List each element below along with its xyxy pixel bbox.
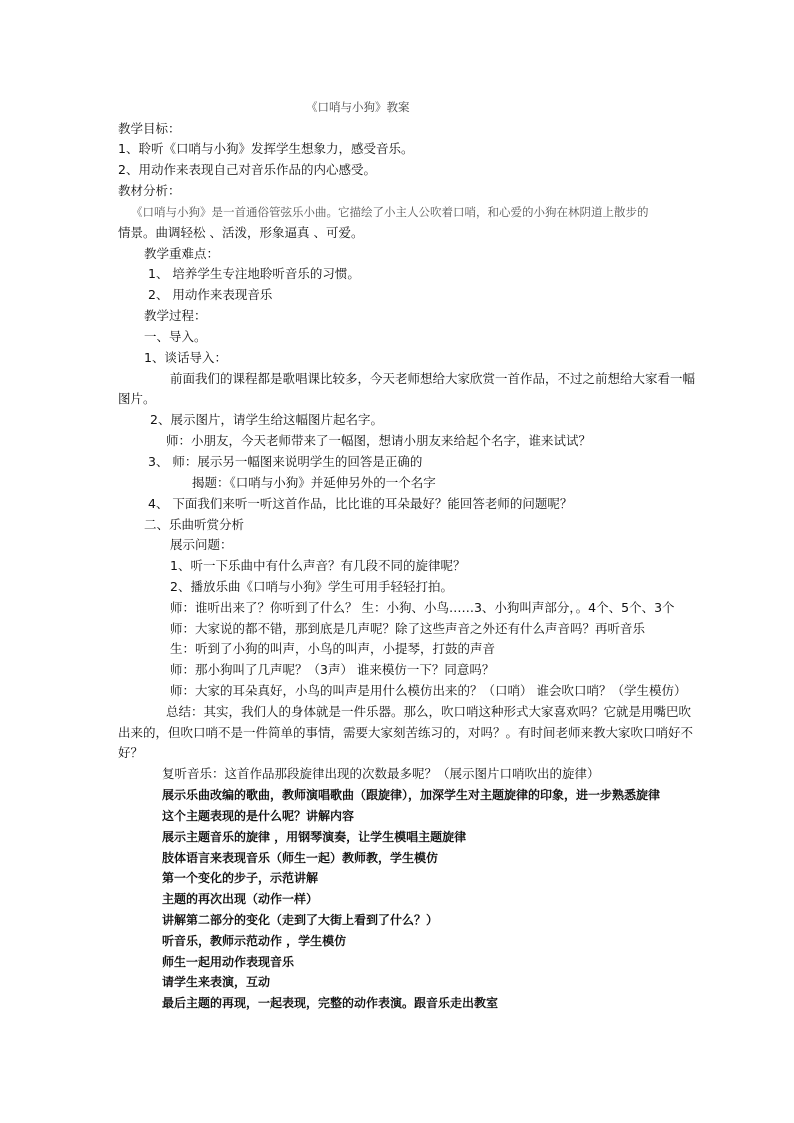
process-heading: 教学过程： xyxy=(144,308,207,323)
summary-line-a: 总结：其实，我们人的身体就是一件乐器。那么，吹口哨这种形式大家喜欢吗？它就是用嘴巴吹 xyxy=(166,704,692,719)
analysis-line-2: 情景。曲调轻松 、活泼，形象逼真 、可爱。 xyxy=(118,225,364,240)
dialog-line-4: 师：那小狗叫了几声呢？（3声） 谁来模仿一下？同意吗？ xyxy=(170,662,495,677)
step-2: 这个主题表现的是什么呢？讲解内容 xyxy=(162,809,355,823)
objectives-heading: 教学目标： xyxy=(118,121,181,136)
key-points-heading: 教学重难点： xyxy=(144,246,220,261)
summary-line-c: 好？ xyxy=(118,745,144,760)
item-1-3: 3、 师：展示另一幅图来说明学生的回答是正确的 xyxy=(148,454,423,469)
objective-1: 1、聆听《口哨与小狗》发挥学生想象力，感受音乐。 xyxy=(118,141,414,156)
step-10: 请学生来表演，互动 xyxy=(162,975,271,989)
analysis-heading: 教材分析： xyxy=(118,183,181,198)
summary-line-b: 出来的，但吹口哨不是一件简单的事情，需要大家刻苦练习的，对吗？。有时间老师来教大家吹口哨好不 xyxy=(118,725,694,740)
step-3: 展示主题音乐的旋律 ，用钢琴演奏，让学生模唱主题旋律 xyxy=(162,830,467,844)
step-1: 展示乐曲改编的歌曲，教师演唱歌曲（跟旋律），加深学生对主题旋律的印象，进一步熟悉旋律 xyxy=(162,788,661,802)
item-1-2: 2、展示图片，请学生给这幅图片起名字。 xyxy=(150,412,383,427)
section-2-heading: 二、乐曲听赏分析 xyxy=(144,517,245,532)
show-questions: 展示问题： xyxy=(170,537,233,552)
item-1-2-text: 师：小朋友，今天老师带来了一幅图，想请小朋友来给起个名字，谁来试试？ xyxy=(166,433,592,448)
analysis-line-1: 《口哨与小狗》是一首通俗管弦乐小曲。它描绘了小主人公吹着口哨，和心爱的小狗在林阴道上散步的 xyxy=(131,205,649,219)
item-1-3-text: 揭题：《口哨与小狗》并延伸另外的一个名字 xyxy=(192,475,436,490)
key-point-1: 1、 培养学生专注地聆听音乐的习惯。 xyxy=(148,266,360,281)
section-1-heading: 一、导入。 xyxy=(144,329,207,344)
question-1: 1、听一下乐曲中有什么声音？有几段不同的旋律呢？ xyxy=(170,558,466,573)
item-1-4: 4、 下面我们来听一听这首作品，比比谁的耳朵最好？能回答老师的问题呢？ xyxy=(148,496,573,511)
step-6: 主题的再次出现（动作一样） xyxy=(162,892,319,906)
relisten-line: 复听音乐：这首作品那段旋律出现的次数最多呢？（展示图片口哨吹出的旋律） xyxy=(162,766,600,781)
document-title: 《口哨与小狗》教案 xyxy=(306,100,410,114)
dialog-line-3: 生：听到了小狗的叫声，小鸟的叫声，小提琴，打鼓的声音 xyxy=(170,641,496,656)
step-11: 最后主题的再现，一起表现，完整的动作表演。跟音乐走出教室 xyxy=(162,996,499,1010)
question-2: 2、播放乐曲《口哨与小狗》学生可用手轻轻打拍。 xyxy=(170,579,453,594)
item-1-1: 1、谈话导入： xyxy=(144,350,227,365)
objective-2: 2、用动作来表现自己对音乐作品的内心感受。 xyxy=(118,162,376,177)
key-point-2: 2、 用动作来表现音乐 xyxy=(148,287,273,302)
item-1-1-text-a: 前面我们的课程都是歌唱课比较多，今天老师想给大家欣赏一首作品，不过之前想给大家看一幅 xyxy=(170,371,696,386)
dialog-line-1: 师：谁听出来了？你听到了什么？ 生：小狗、小鸟……3、小狗叫声部分，。4个、5个、3个 xyxy=(170,600,675,615)
step-4: 肢体语言来表现音乐（师生一起）教师教，学生模仿 xyxy=(162,851,439,865)
step-8: 听音乐，教师示范动作 ，学生模仿 xyxy=(162,934,347,948)
step-9: 师生一起用动作表现音乐 xyxy=(162,955,295,969)
dialog-line-5: 师：大家的耳朵真好，小鸟的叫声是用什么模仿出来的？（口哨） 谁会吹口哨？（学生模仿） xyxy=(170,683,687,698)
dialog-line-2: 师：大家说的都不错，那到底是几声呢？除了这些声音之外还有什么声音吗？再听音乐 xyxy=(170,621,646,636)
item-1-1-text-b: 图片。 xyxy=(118,391,156,406)
step-7: 讲解第二部分的变化（走到了大街上看到了什么？） xyxy=(162,913,439,927)
step-5: 第一个变化的步子，示范讲解 xyxy=(162,871,319,885)
